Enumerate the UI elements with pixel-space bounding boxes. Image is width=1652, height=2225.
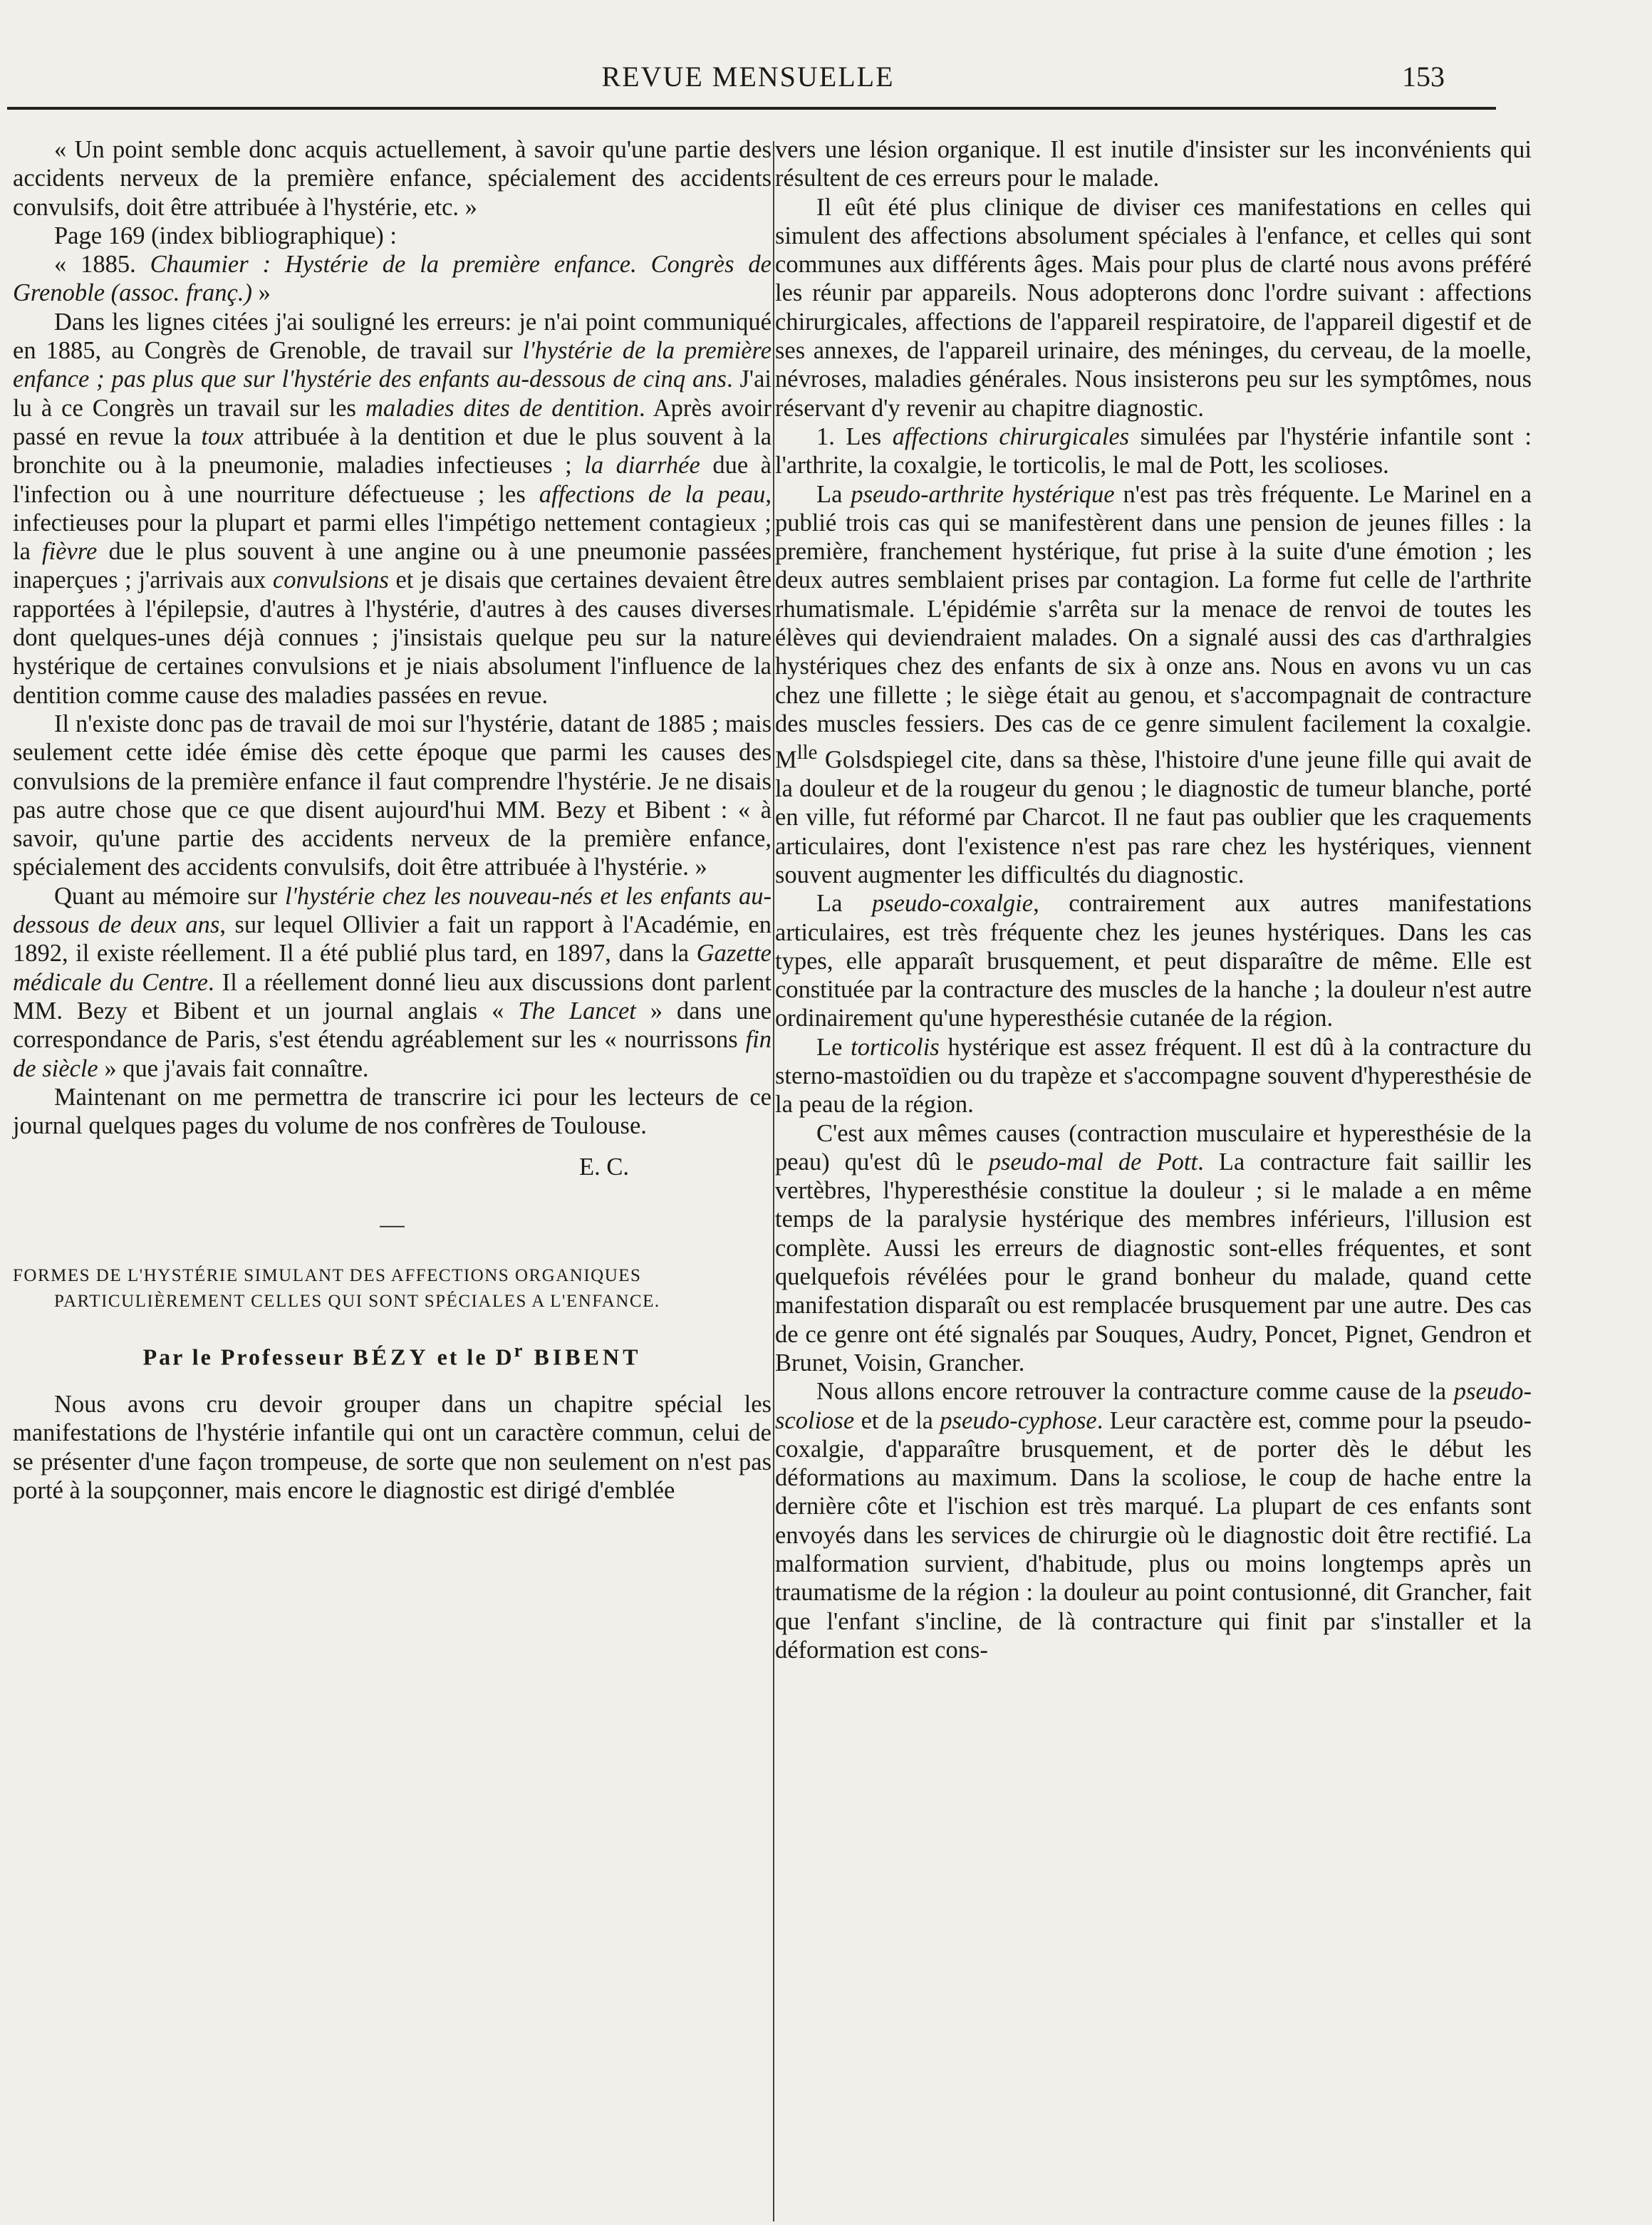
paragraph: La pseudo-coxalgie, contrairement aux autres manifestations articulaires, est très fréquente chez les jeunes hystériques. Dans les cas types, elle apparaît brusquement, et peut disparaître de même. Elle est constituée par la contracture des muscles de la hanche ; la douleur n'est autre ordinairement qu'une hyperesthésie cutanée de la région. — [775, 890, 1532, 1032]
article-title — [13, 1263, 772, 1314]
paragraph: Nous allons encore retrouver la contracture comme cause de la pseudo-scoliose et de la pseudo-cyphose. Leur caractère est, comme pour la pseudo-coxalgie, d'apparaître brusquement, et de porter dès le début les déformations au maximum. Dans la scoliose, le coup de hache entre la dernière côte et l'ischion est très marqué. La plupart de ces enfants sont envoyés dans les services de chirurgie où le diagnostic doit être rectifié. La malformation survient, d'habitude, plus ou moins longtemps après un traumatisme de la région : la douleur au point contusionné, dit Grancher, fait que l'enfant s'incline, de là contracture qui finit par s'installer et la déformation est cons- — [775, 1378, 1532, 1664]
article-intro: Nous avons cru devoir grouper dans un chapitre spécial les manifestations de l'hystérie infantile qui ont un caractère commun, celui de se présenter d'une façon trompeuse, de sorte que non seulement on n'est pas porté à la soupçonner, mais encore le diagnostic est dirigé d'emblée — [13, 1390, 772, 1504]
page-number: 153 — [1402, 61, 1445, 93]
paragraph: Il n'existe donc pas de travail de moi sur l'hystérie, datant de 1885 ; mais seulement cette idée émise dès cette époque que parmi les causes des convulsions de la première enfance il faut comprendre l'hystérie. Je ne disais pas autre chose que ce que disent aujourd'hui MM. Bezy et Bibent : « à savoir, qu'une partie des accidents nerveux de la première enfance, spécialement des accidents convulsifs, doit être attribuée à l'hystérie. » — [13, 710, 772, 881]
section-separator: — — [380, 1210, 405, 1238]
byline: Par le Professeur BÉZY et le $D^r$ BIBENT — [142, 1339, 642, 1370]
header-rule — [7, 107, 1496, 110]
running-title: REVUE MENSUELLE — [601, 61, 895, 93]
index-reference: Page 169 (index bibliographique) : — [54, 222, 397, 249]
running-head — [0, 56, 1652, 98]
paragraph: Il eût été plus clinique de diviser ces manifestations en celles qui simulent des affections absolument spéciales à l'enfance, et celles qui sont communes aux différents âges. Mais pour plus de clarté nous avons préféré les réunir par appareils. Nous adopterons donc l'ordre suivant : affections chirurgicales, affections de l'appareil respiratoire, de l'appareil digestif et de ses annexes, de l'appareil urinaire, des méninges, du cerveau, de la moelle, névroses, maladies générales. Nous insisterons peu sur les symptômes, nous réservant d'y revenir au chapitre diagnostic. — [775, 193, 1532, 422]
signature: E. C. — [579, 1153, 629, 1181]
article-title-line-1: FORMES DE L'HYSTÉRIE SIMULANT DES AFFECTIONS ORGANIQUES — [13, 1265, 642, 1285]
paragraph: vers une lésion organique. Il est inutile d'insister sur les inconvénients qui résultent de ces erreurs pour le malade. — [775, 136, 1532, 192]
memoir-paragraph: Quant au mémoire sur l'hystérie chez les nouveau-nés et les enfants au-dessous de deux ans, sur lequel Ollivier a fait un rapport à l'Académie, en 1892, il existe réellement. Il a été publié plus tard, en 1897, dans la Gazette médicale du Centre. Il a réellement donné lieu aux discussions dont parlent MM. Bezy et Bibent et un journal anglais « The Lancet » dans une correspondance de Paris, s'est étendu agréablement sur les « nourrissons fin de siècle » que j'avais fait connaître. — [13, 882, 772, 1082]
left-column — [13, 135, 772, 1505]
article-title-line-2: PARTICULIÈREMENT CELLES QUI SONT SPÉCIALES A L'ENFANCE. — [54, 1291, 660, 1311]
citation: « 1885. Chaumier : Hystérie de la première enfance. Congrès de Grenoble (assoc. franç.) » — [13, 251, 772, 307]
rebuttal-paragraph: Dans les lignes citées j'ai souligné les erreurs: je n'ai point communiqué en 1885, au Congrès de Grenoble, de travail sur l'hystérie de la première enfance ; pas plus que sur l'hystérie des enfants au-dessous de cinq ans. J'ai lu à ce Congrès un travail sur les maladies dites de dentition. Après avoir passé en revue la toux attribuée à la dentition et due le plus souvent à la bronchite ou à la pneumonie, maladies infectieuses ; la diarrhée due à l'infection ou à une nourriture défectueuse ; les affections de la peau, infectieuses pour la plupart et parmi elles l'impétigo nettement contagieux ; la fièvre due le plus souvent à une angine ou à une pneumonie passées inaperçues ; j'arrivais aux convulsions et je disais que certaines devaient être rapportées à l'épilepsie, d'autres à l'hystérie, d'autres à des causes diverses dont quelques-unes déjà connues ; j'insistais quelque peu sur la nature hystérique de certaines convulsions et je niais absolument l'influence de la dentition comme cause des maladies passées en revue. — [13, 308, 772, 709]
right-column — [775, 135, 1532, 1664]
paragraph: Le torticolis hystérique est assez fréquent. Il est dû à la contracture du sterno-mastoïdien ou du trapèze et s'accompagne souvent d'hyperesthésie de la peau de la région. — [775, 1033, 1532, 1119]
paragraph: La pseudo-arthrite hystérique n'est pas très fréquente. Le Marinel en a publié trois cas qui se manifestèrent dans une pension de jeunes filles : la première, franchement hystérique, fut prise à la suite d'une émotion ; les deux autres semblaient prises par contagion. La forme fut celle de l'arthrite rhumatismale. L'épidémie s'arrêta sur la menace de renvoi de toutes les élèves qui deviendraient malades. On a signalé aussi des cas d'arthralgies hystériques chez des enfants de six à onze ans. Nous en avons vu un cas chez une fillette ; le siège était au genou, et s'accompagnait de contracture des muscles fessiers. Des cas de ce genre simulent facilement la coxalgie. $M^{lle}$ Golsdspiegel cite, dans sa thèse, l'histoire d'une jeune fille qui avait de la douleur et de la rougeur du genou ; le diagnostic de tumeur blanche, porté en ville, fut réformé par Charcot. Il ne faut pas oublier que les craquements articulaires, dont l'existence n'est pas rare chez les hystériques, viennent souvent augmenter les difficultés du diagnostic. — [775, 480, 1532, 888]
paragraph: C'est aux mêmes causes (contraction musculaire et hyperesthésie de la peau) qu'est dû le pseudo-mal de Pott. La contracture fait saillir les vertèbres, l'hyperesthésie constitue la douleur ; si le malade a en même temps de la paralysie hystérique des membres inférieurs, l'illusion est complète. Aussi les erreurs de diagnostic sont-elles fréquentes, et sont quelquefois révélées pour le grand bonheur du malade, quand cette manifestation disparaît ou est remplacée brusquement par une autre. Des cas de ce genre ont été signalés par Souques, Audry, Poncet, Pignet, Gendron et Brunet, Voisin, Grancher. — [775, 1119, 1532, 1376]
column-divider — [773, 141, 774, 2221]
quote-paragraph: « Un point semble donc acquis actuellement, à savoir qu'une partie des accidents nerveux de la première enfance, spécialement des accidents convulsifs, doit être attribuée à l'hystérie, etc. » — [13, 136, 772, 221]
paragraph: 1. Les affections chirurgicales simulées par l'hystérie infantile sont : l'arthrite, la coxalgie, le torticolis, le mal de Pott, les scolioses. — [775, 422, 1532, 479]
paragraph: Maintenant on me permettra de transcrire ici pour les lecteurs de ce journal quelques pages du volume de nos confrères de Toulouse. — [13, 1083, 772, 1140]
